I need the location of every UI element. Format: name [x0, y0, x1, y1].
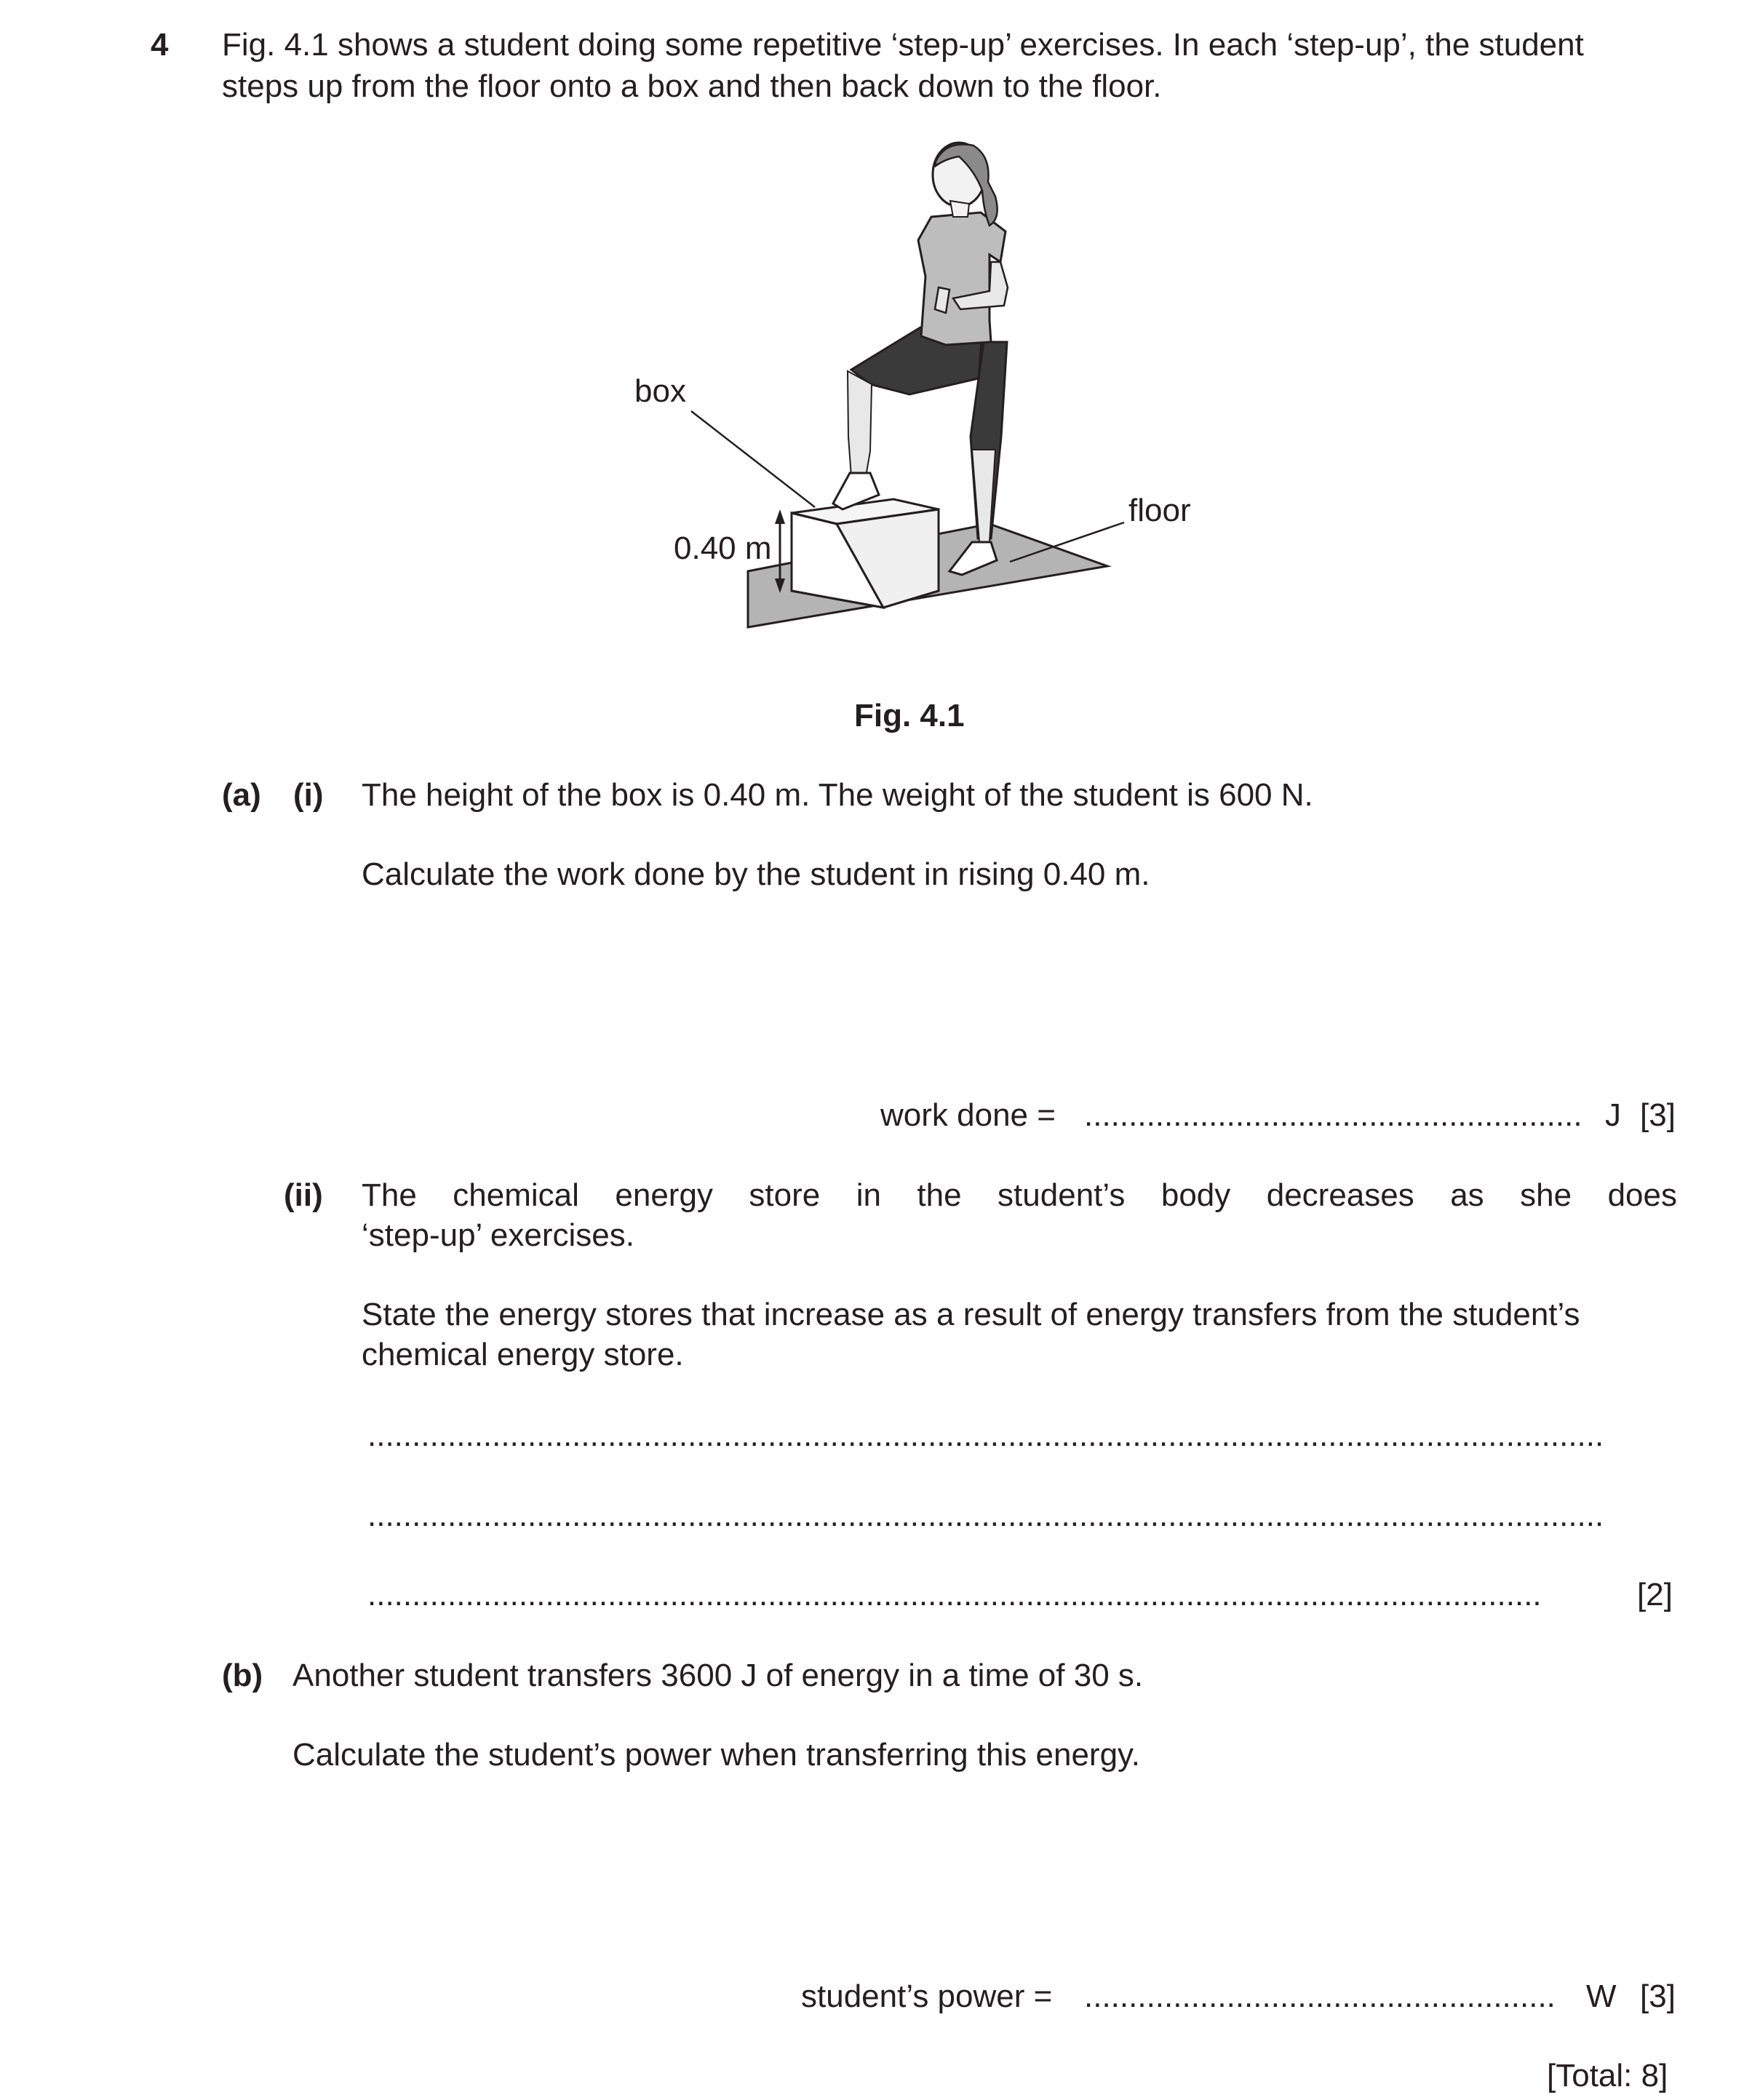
answer-line-3[interactable]: ....................................................................................................................................	[367, 1577, 1542, 1612]
label-box-height: 0.40 m	[674, 530, 772, 566]
label-box: box	[634, 373, 686, 409]
power-label: student’s power =	[801, 1978, 1053, 2014]
part-a-i-text-1: The height of the box is 0.40 m. The weight of the student is 600 N.	[362, 777, 1313, 813]
work-done-answer-line[interactable]: ........................................................	[1084, 1097, 1582, 1133]
figure-step-up	[0, 0, 1760, 655]
intro-text-line-1: Fig. 4.1 shows a student doing some repetitive ‘step-up’ exercises. In each ‘step-up’, the student	[222, 27, 1584, 63]
part-a-ii-text-1: The chemical energy store in the student’s body decreases as she does	[362, 1177, 1677, 1213]
part-b-text-2: Calculate the student’s power when transferring this energy.	[292, 1737, 1141, 1773]
part-a-ii-text-2: ‘step-up’ exercises.	[362, 1217, 634, 1253]
part-a-i-label: (i)	[293, 777, 324, 813]
answer-line-1[interactable]: ...........................................................................................................................................	[367, 1417, 1604, 1453]
work-done-label: work done =	[880, 1097, 1056, 1133]
part-b-label: (b)	[222, 1658, 263, 1693]
power-unit: W	[1586, 1978, 1617, 2014]
total-marks: [Total: 8]	[1547, 2058, 1668, 2093]
answer-line-2[interactable]: ...........................................................................................................................................	[367, 1498, 1604, 1533]
power-marks: [3]	[1640, 1978, 1676, 2014]
part-a-ii-label: (ii)	[284, 1177, 323, 1213]
intro-text-line-2: steps up from the floor onto a box and then back down to the floor.	[222, 68, 1162, 104]
part-a-ii-marks: [2]	[1637, 1577, 1673, 1612]
work-done-marks: [3]	[1640, 1097, 1676, 1133]
part-a-ii-text-3: State the energy stores that increase as a result of energy transfers from the student’s	[362, 1297, 1580, 1332]
label-floor: floor	[1128, 493, 1191, 528]
part-a-label: (a)	[222, 777, 261, 813]
part-a-ii-text-4: chemical energy store.	[362, 1337, 684, 1372]
figure-caption: Fig. 4.1	[854, 698, 965, 733]
work-done-unit: J	[1605, 1097, 1621, 1133]
part-b-text-1: Another student transfers 3600 J of energy in a time of 30 s.	[292, 1658, 1144, 1693]
power-answer-line[interactable]: .....................................................	[1084, 1978, 1556, 2014]
part-a-i-text-2: Calculate the work done by the student in rising 0.40 m.	[362, 856, 1150, 892]
question-number: 4	[151, 27, 169, 63]
